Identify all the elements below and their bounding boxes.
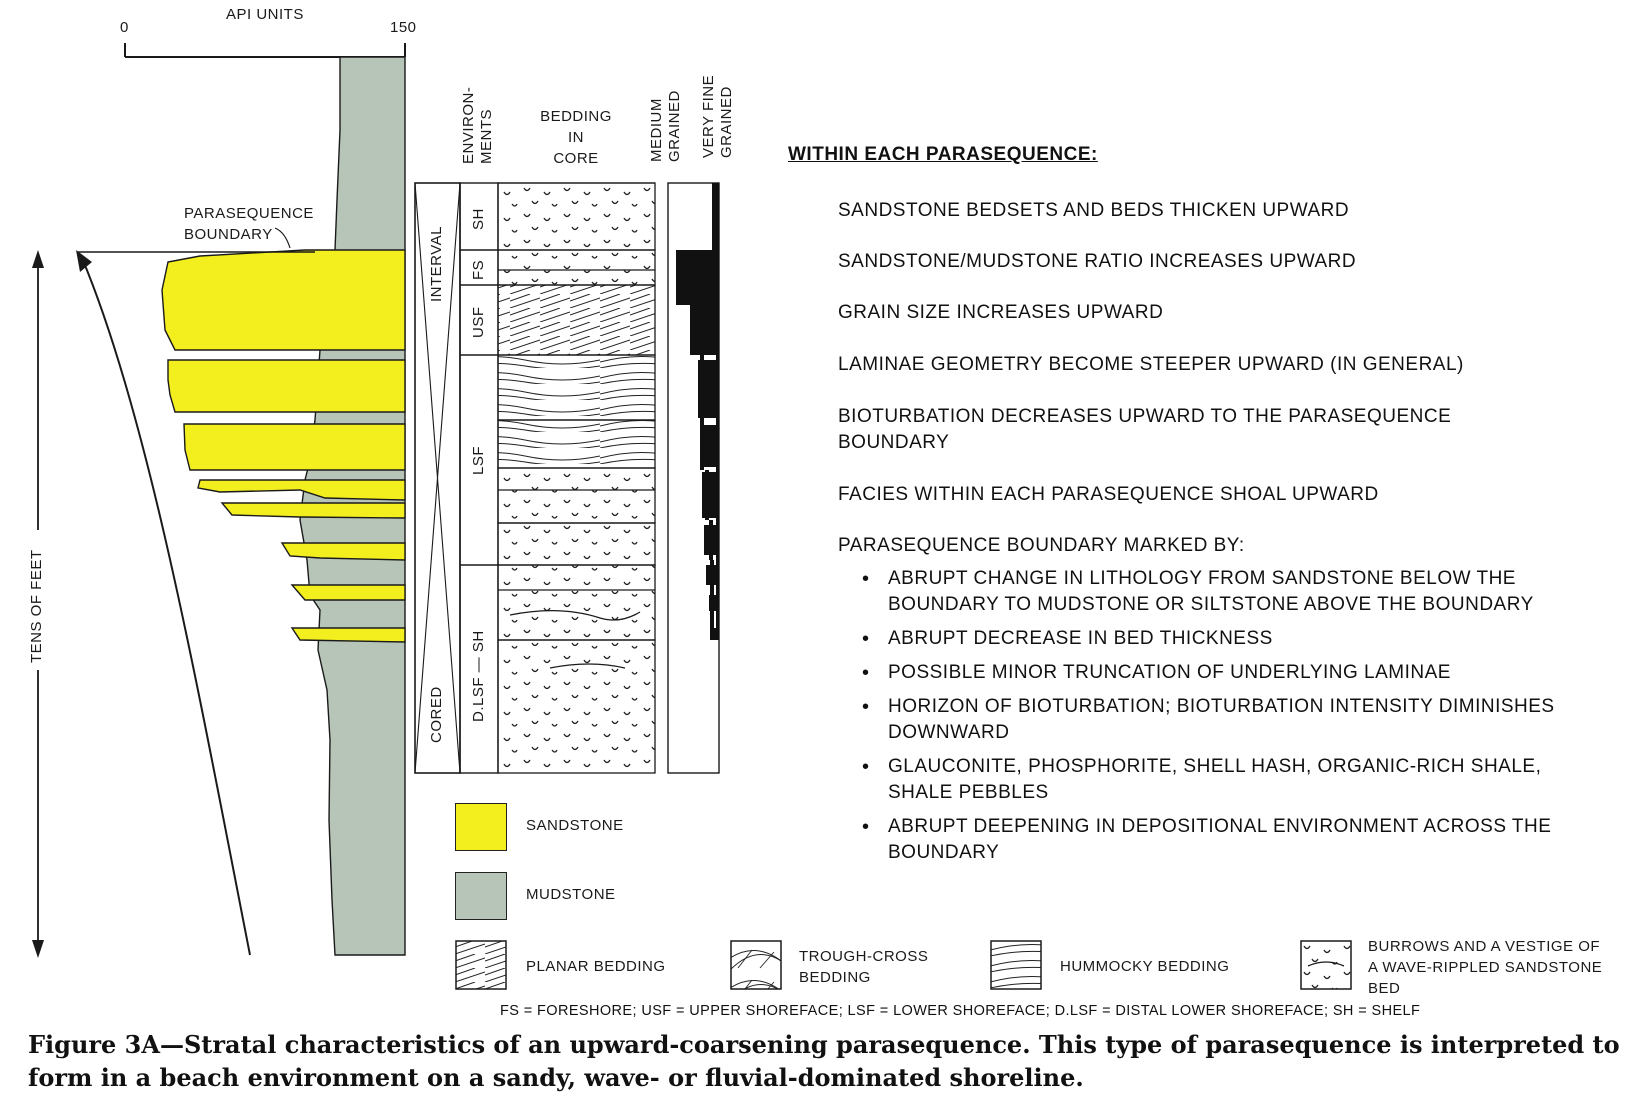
api-scale-bar [125,43,405,57]
characteristic-item: SANDSTONE BEDSETS AND BEDS THICKEN UPWARD [838,200,1350,221]
hummocky-bedding-label: HUMMOCKY BEDDING [1060,958,1230,975]
hummocky-bedding-swatch [990,940,1042,990]
medium-grained-line1: MEDIUM [648,98,665,162]
burrows-legend-label [1368,936,1602,999]
burrows-swatch [1300,940,1352,990]
boundary-criterion [858,566,1578,618]
env-label-dlsf-sh: D.LSF — SH [470,630,487,722]
axis-arrow-up [32,250,44,268]
trough-label-line2: BEDDING [799,969,871,986]
characteristic-item: SANDSTONE/MUDSTONE RATIO INCREASES UPWARD [838,251,1357,272]
figure-caption: Figure 3A—Stratal characteristics of an upward-coarsening parasequence. This type of parasequence is interpreted to form in a beach environment on a sandy, wave- or fluvial-dominated shoreline. [28,1030,1620,1092]
cored-label: CORED [428,686,445,743]
upward-arrow-head [76,250,92,272]
sandstone-bed [162,250,405,350]
boundary-criterion [858,626,1578,652]
sandstone-bed [292,628,405,642]
tens-of-feet-label: TENS OF FEET [28,549,45,663]
mudstone-legend-label: MUDSTONE [526,886,616,903]
planar-bedding-swatch [455,940,507,990]
bullet-icon: • [862,756,870,778]
boundary-criterion-text: ABRUPT DECREASE IN BED THICKNESS [888,628,1273,649]
bedding-header-line2: IN [568,129,584,146]
characteristics-heading: WITHIN EACH PARASEQUENCE: [788,144,1098,165]
characteristic-item: LAMINAE GEOMETRY BECOME STEEPER UPWARD (IN GENERAL) [838,354,1464,375]
sandstone-bed [198,480,405,500]
boundary-criterion-text: ABRUPT CHANGE IN LITHOLOGY FROM SANDSTONE BELOW THE BOUNDARY TO MUDSTONE OR SILTSTONE ABOVE THE BOUNDARY [888,568,1534,615]
mudstone-swatch [455,872,507,920]
api-scale-min: 0 [120,19,129,36]
trough-cross-bedding-swatch [730,940,782,990]
bedding-header [536,106,616,169]
medium-grained-line2: GRAINED [666,90,683,162]
boundary-criterion [858,814,1578,866]
boundary-criterion-text: GLAUCONITE, PHOSPHORITE, SHELL HASH, ORGANIC-RICH SHALE, SHALE PEBBLES [888,756,1542,803]
bedding-header-line3: CORE [553,150,599,167]
bullet-icon: • [862,696,870,718]
boundary-criteria-list [858,566,1578,874]
environments-header [460,87,496,164]
very-fine-grained-line1: VERY FINE [700,74,717,158]
bedding-core-column [498,183,655,773]
trough-cross-bedding-label [799,946,928,988]
sandstone-bed [292,585,405,600]
grain-size-column [668,183,719,773]
abbreviations-note: FS = FORESHORE; USF = UPPER SHOREFACE; LSF = LOWER SHOREFACE; D.LSF = DISTAL LOWER SHOREFACE; SH = SHELF [500,1003,1421,1019]
boundary-criterion-text: HORIZON OF BIOTURBATION; BIOTURBATION INTENSITY DIMINISHES DOWNWARD [888,696,1555,743]
very-fine-grained-line2: GRAINED [718,86,735,158]
bullet-icon: • [862,628,870,650]
boundary-criterion-text: POSSIBLE MINOR TRUNCATION OF UNDERLYING LAMINAE [888,662,1451,683]
trough-label-line1: TROUGH-CROSS [799,948,929,965]
api-scale-max: 150 [390,19,417,36]
sandstone-bed [184,424,405,470]
boundary-label [184,203,314,245]
env-label-usf: USF [470,306,487,338]
env-label-fs: FS [470,259,487,280]
api-units-title: API UNITS [226,6,304,23]
environments-header-line1: ENVIRON- [460,86,477,164]
environments-header-line2: MENTS [478,109,495,164]
axis-arrow-down [32,940,44,958]
sandstone-legend-label: SANDSTONE [526,817,624,834]
characteristic-item: FACIES WITHIN EACH PARASEQUENCE SHOAL UPWARD [838,484,1379,505]
boundary-criterion [858,660,1578,686]
burrows-label-line3: BED [1368,980,1401,997]
planar-bedding-label: PLANAR BEDDING [526,958,666,975]
boundary-criterion [858,754,1578,806]
bullet-icon: • [862,568,870,590]
burrows-label-line2: A WAVE-RIPPLED SANDSTONE [1368,959,1603,976]
burrows-label-line1: BURROWS AND A VESTIGE OF [1368,938,1601,955]
sandstone-swatch [455,803,507,851]
characteristic-item: GRAIN SIZE INCREASES UPWARD [838,302,1164,323]
bedding-header-line1: BEDDING [540,108,612,125]
boundary-criteria-heading: PARASEQUENCE BOUNDARY MARKED BY: [838,535,1245,556]
sandstone-bed [168,360,405,412]
medium-grained-header [648,90,684,162]
boundary-criterion-text: ABRUPT DEEPENING IN DEPOSITIONAL ENVIRONMENT ACROSS THE BOUNDARY [888,816,1552,863]
env-label-sh: SH [470,208,487,230]
boundary-label-line1: PARASEQUENCE [184,205,314,222]
interval-label: INTERVAL [428,226,445,302]
boundary-label-line2: BOUNDARY [184,226,273,243]
characteristic-item: BIOTURBATION DECREASES UPWARD TO THE PARASEQUENCE BOUNDARY [838,406,1452,453]
bullet-icon: • [862,662,870,684]
sandstone-bed [282,543,405,560]
boundary-criterion [858,694,1578,746]
stratigraphic-log-figure [0,0,760,1000]
sandstone-bed [222,503,405,518]
very-fine-grained-header [700,75,736,158]
bullet-icon: • [862,816,870,838]
env-label-lsf: LSF [470,445,487,475]
